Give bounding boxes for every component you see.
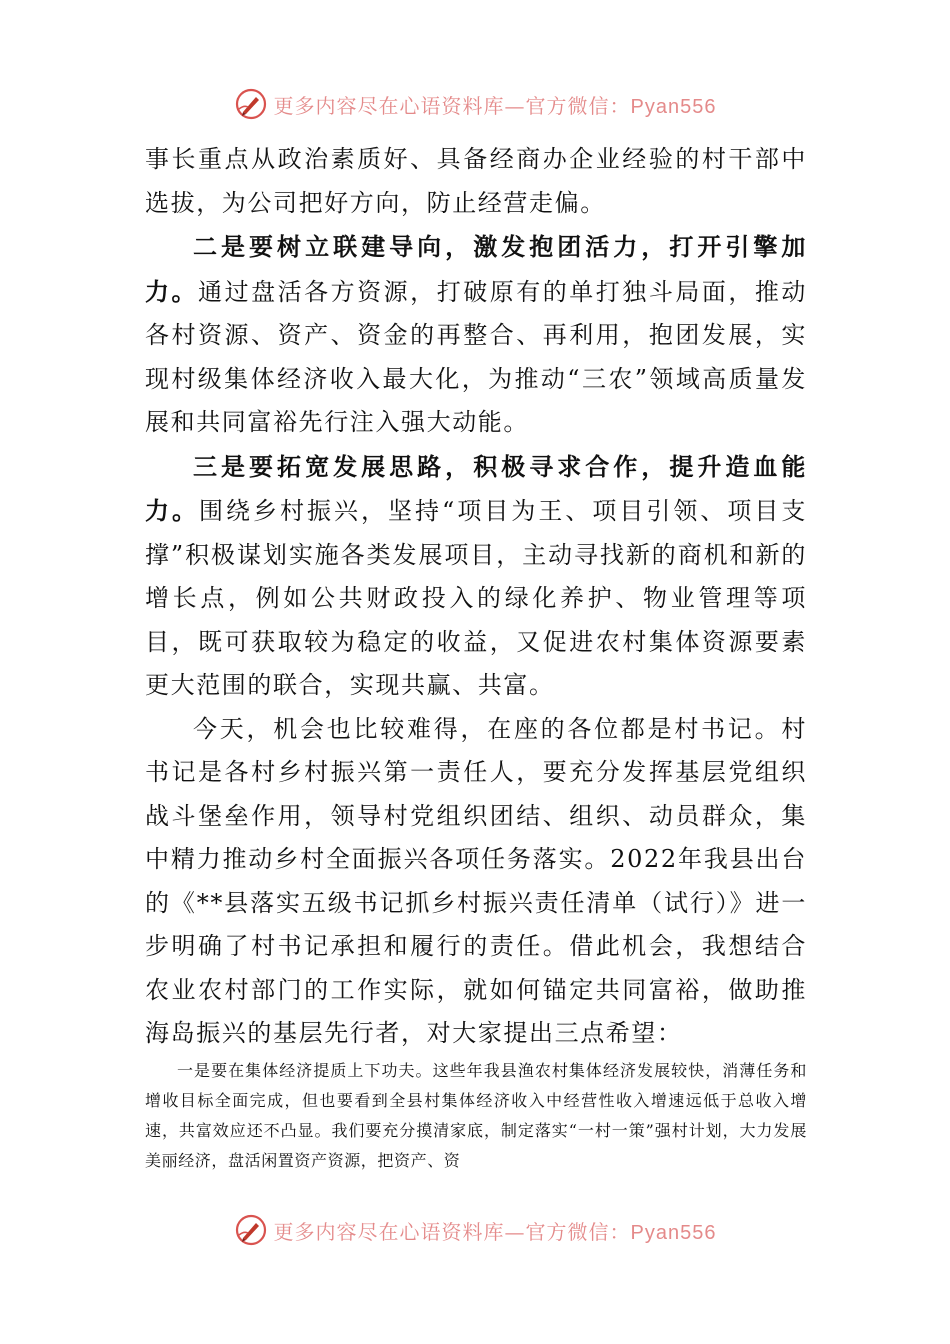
- paragraph-first-hope: 一是要在集体经济提质上下功夫。这些年我县渔农村集体经济发展较快，消薄任务和增收目标全面完成，但也要看到全县村集体经济收入中经营性收入增速远低于总收入增速，共富效应还不凸显。我们要充分摸清家底，制定落实“一村一策”强村计划，大力发展美丽经济，盘活闲置资产资源，把资产、资: [145, 1061, 807, 1170]
- paragraph-body: 通过盘活各方资源，打破原有的单打独斗局面，推动各村资源、资产、资金的再整合、再利用，抱团发展，实现村级集体经济收入最大化，为推动“三农”领域高质量发展和共同富裕先行注入强大动能。: [145, 277, 807, 436]
- paragraph-third-point: [145, 445, 807, 708]
- paragraph-body: 围绕乡村振兴，坚持“项目为王、项目引领、项目支撑”积极谋划实施各类发展项目，主动寻找新的商机和新的增长点，例如公共财政投入的绿化养护、物业管理等项目，既可获取较为稳定的收益，又促进农村集体资源要素更大范围的联合，实现共赢、共富。: [145, 497, 807, 699]
- document-body-small: [145, 1056, 807, 1176]
- paragraph-secretaries: 今天，机会也比较难得，在座的各位都是村书记。村书记是各村乡村振兴第一责任人，要充分发挥基层党组织战斗堡垒作用，领导村党组织团结、组织、动员群众，集中精力推动乡村全面振兴各项任务落实。2022年我县出台的《**县落实五级书记抓乡村振兴责任清单（试行）》进一步明确了村书记承担和履行的责任。借此机会，我想结合农业农村部门的工作实际，就如何锚定共同富裕，做助推海岛振兴的基层先行者，对大家提出三点希望：: [145, 714, 807, 1047]
- pen-in-circle-icon: [234, 87, 268, 121]
- document-body: [145, 138, 807, 1056]
- footer-watermark: [0, 1210, 950, 1250]
- paragraph-heading: 三是要拓宽发展思路，积极寻求合作，提升造血能力。: [145, 451, 807, 525]
- header-watermark-text: 更多内容尽在心语资料库—官方微信：Pyan556: [273, 93, 717, 118]
- paragraph-continuation: 事长重点从政治素质好、具备经商办企业经验的村干部中选拔，为公司把好方向，防止经营走偏。: [145, 145, 807, 217]
- pen-in-circle-icon: [234, 1213, 268, 1247]
- footer-watermark-text: 更多内容尽在心语资料库—官方微信：Pyan556: [273, 1219, 717, 1244]
- header-watermark-handle: Pyan556: [630, 95, 717, 118]
- footer-watermark-handle: Pyan556: [630, 1221, 717, 1244]
- paragraph-second-point: [145, 225, 807, 445]
- paragraph-heading: 二是要树立联建导向，激发抱团活力，打开引擎加力。: [145, 232, 807, 306]
- header-watermark: [0, 84, 950, 124]
